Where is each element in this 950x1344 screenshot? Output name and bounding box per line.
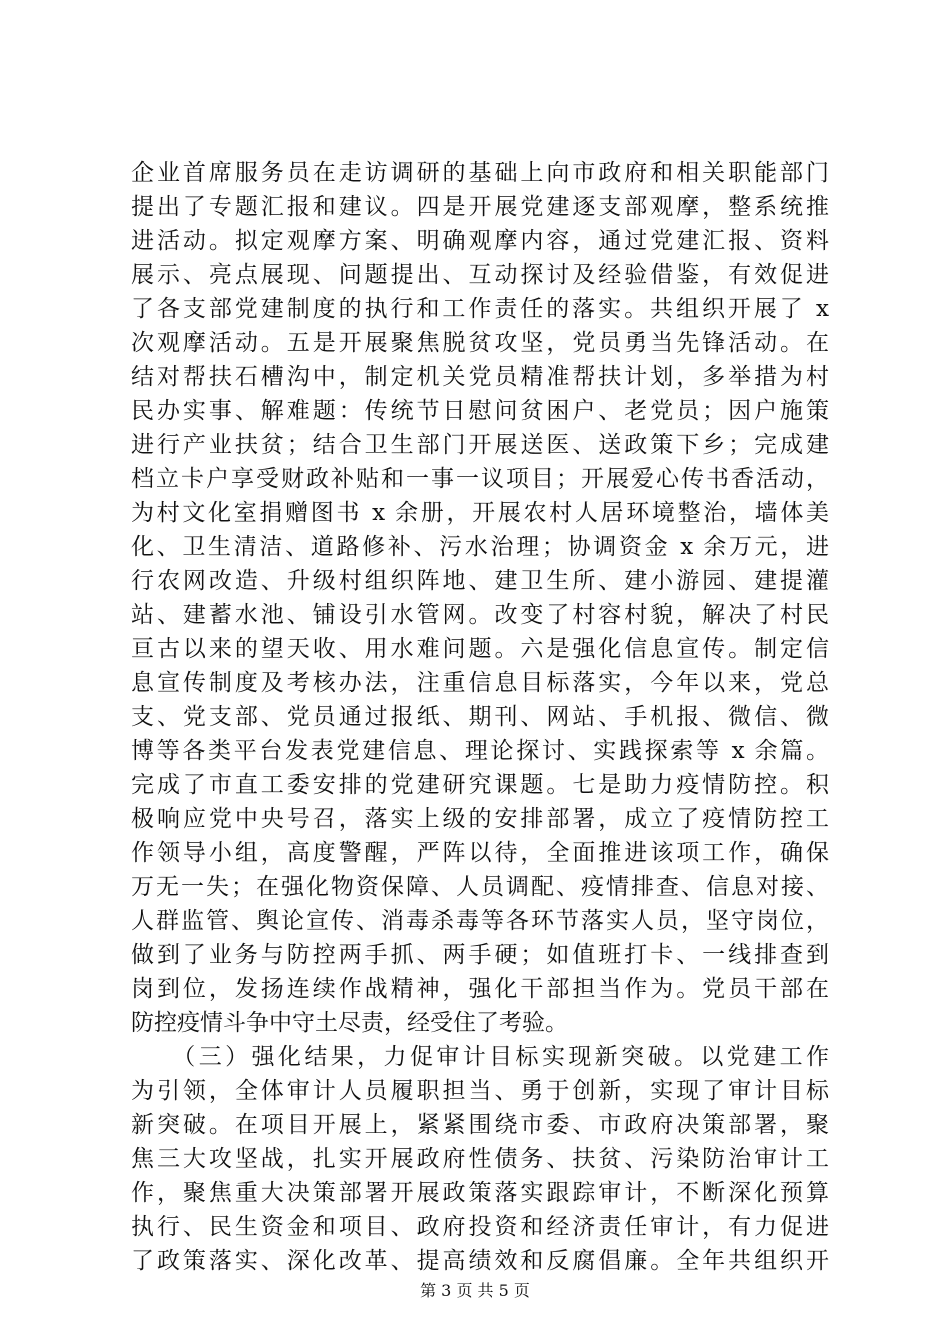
page-number-footer: 第 3 页 共 5 页 (420, 1281, 530, 1300)
text-line: 完成了市直工委安排的党建研究课题。七是助力疫情防控。积 (131, 772, 829, 798)
section-heading-line: （三）强化结果，力促审计目标实现新突破。以党建工作 (131, 1044, 829, 1070)
text-line: 人群监管、舆论宣传、消毒杀毒等各环节落实人员，坚守岗位， (131, 908, 829, 934)
text-line: 做到了业务与防控两手抓、两手硬；如值班打卡、一线排查到 (131, 942, 829, 968)
text-line: 站、建蓄水池、铺设引水管网。改变了村容村貌，解决了村民 (131, 602, 829, 628)
text-line: 企业首席服务员在走访调研的基础上向市政府和相关职能部门 (131, 160, 829, 186)
text-line: 化、卫生清洁、道路修补、污水治理；协调资金 x 余万元，进 (131, 534, 829, 560)
text-line: 档立卡户享受财政补贴和一事一议项目；开展爱心传书香活动， (131, 466, 829, 492)
text-line: 了各支部党建制度的执行和工作责任的落实。共组织开展了 x (131, 296, 829, 322)
text-line: 进行产业扶贫；结合卫生部门开展送医、送政策下乡；完成建 (131, 432, 829, 458)
text-line: 作领导小组，高度警醒，严阵以待，全面推进该项工作，确保 (131, 840, 829, 866)
text-line: 亘古以来的望天收、用水难问题。六是强化信息宣传。制定信 (131, 636, 829, 662)
text-line: 息宣传制度及考核办法，注重信息目标落实，今年以来，党总 (131, 670, 829, 696)
text-line: 焦三大攻坚战，扎实开展政府性债务、扶贫、污染防治审计工 (131, 1146, 829, 1172)
text-line: 博等各类平台发表党建信息、理论探讨、实践探索等 x 余篇。 (131, 738, 829, 764)
text-line: 结对帮扶石槽沟中，制定机关党员精准帮扶计划，多举措为村 (131, 364, 829, 390)
text-line: 万无一失；在强化物资保障、人员调配、疫情排查、信息对接、 (131, 874, 829, 900)
text-line: 提出了专题汇报和建议。四是开展党建逐支部观摩，整系统推 (131, 194, 829, 220)
text-line: 执行、民生资金和项目、政府投资和经济责任审计，有力促进 (131, 1214, 829, 1240)
text-line: 新突破。在项目开展上，紧紧围绕市委、市政府决策部署，聚 (131, 1112, 829, 1138)
text-line: 次观摩活动。五是开展聚焦脱贫攻坚，党员勇当先锋活动。在 (131, 330, 829, 356)
text-line: 展示、亮点展现、问题提出、互动探讨及经验借鉴，有效促进 (131, 262, 829, 288)
text-line: 民办实事、解难题：传统节日慰问贫困户、老党员；因户施策 (131, 398, 829, 424)
text-line: 了政策落实、深化改革、提高绩效和反腐倡廉。全年共组织开 (131, 1248, 829, 1274)
text-line: 岗到位，发扬连续作战精神，强化干部担当作为。党员干部在 (131, 976, 829, 1002)
paragraph-end-line: 防控疫情斗争中守土尽责，经受住了考验。 (131, 1010, 568, 1036)
text-line: 支、党支部、党员通过报纸、期刊、网站、手机报、微信、微 (131, 704, 829, 730)
text-line: 为村文化室捐赠图书 x 余册，开展农村人居环境整治，墙体美 (131, 500, 829, 526)
text-line: 为引领，全体审计人员履职担当、勇于创新，实现了审计目标 (131, 1078, 829, 1104)
text-line: 行农网改造、升级村组织阵地、建卫生所、建小游园、建提灌 (131, 568, 829, 594)
text-line: 作，聚焦重大决策部署开展政策落实跟踪审计，不断深化预算 (131, 1180, 829, 1206)
text-line: 进活动。拟定观摩方案、明确观摩内容，通过党建汇报、资料 (131, 228, 829, 254)
text-line: 极响应党中央号召，落实上级的安排部署，成立了疫情防控工 (131, 806, 829, 832)
body-text (131, 156, 829, 1278)
